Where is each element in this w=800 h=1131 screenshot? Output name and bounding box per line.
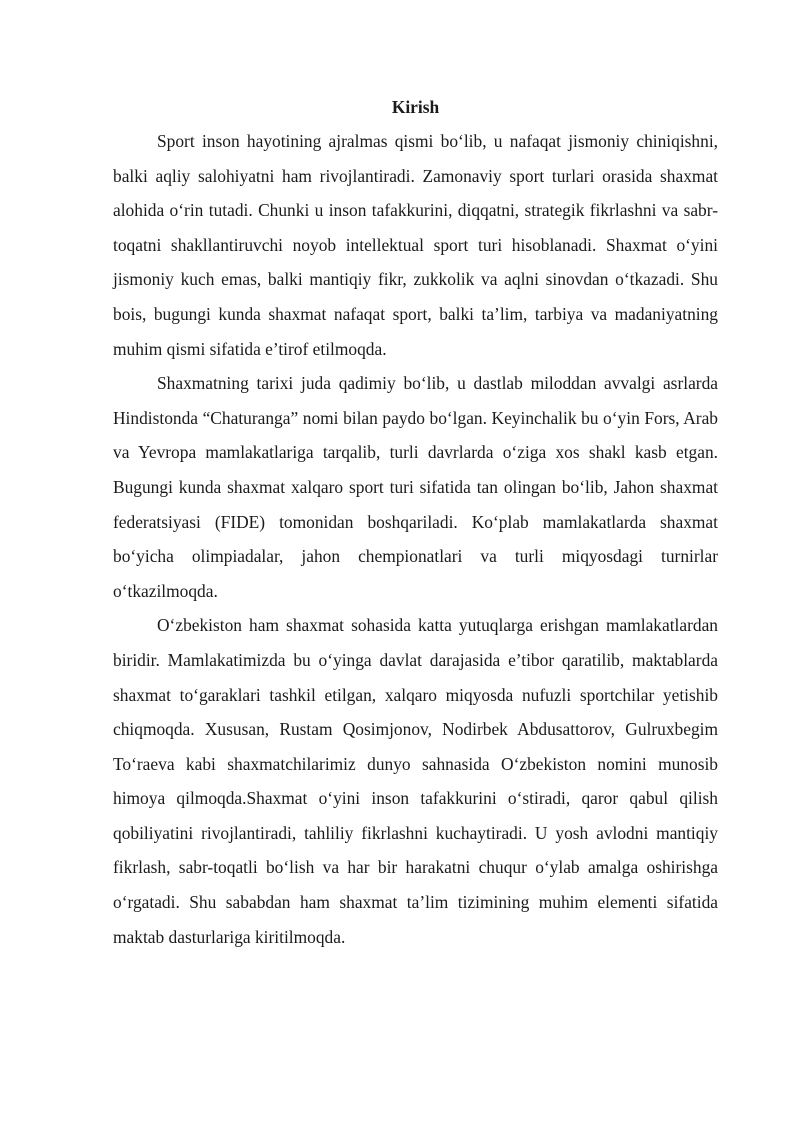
paragraph-uzbekistan: O‘zbekiston ham shaxmat sohasida katta yutuqlarga erishgan mamlakatlardan biridir. Mamlakatimizda bu o‘yinga davlat darajasida e’tibor qaratilib, maktablarda shaxmat to‘garaklari tashkil etilgan, xalqaro miqyosda nufuzli sportchilar yetishib chiqmoqda. Xususan, Rustam Qosimjonov, Nodirbek Abdusattorov, Gulruxbegim To‘raeva kabi shaxmatchilarimiz dunyo sahnasida O‘zbekiston nomini munosib himoya qilmoqda.Shaxmat o‘yini inson tafakkurini o‘stiradi, qaror qabul qilish qobiliyatini rivojlantiradi, tahliliy fikrlashni kuchaytiradi. U yosh avlodni mantiqiy fikrlash, sabr-toqatli bo‘lish va har bir harakatni chuqur o‘ylab amalga oshirishga o‘rgatadi. Shu sababdan ham shaxmat ta’lim tizimining muhim elementi sifatida maktab dasturlariga kiritilmoqda. bbox=[113, 615, 718, 947]
document-body bbox=[113, 92, 718, 954]
document-title: Kirish bbox=[391, 97, 440, 117]
paragraph-introduction: Sport inson hayotining ajralmas qismi bo‘lib, u nafaqat jismoniy chiniqishni, balki aqliy salohiyatni ham rivojlantiradi. Zamonaviy sport turlari orasida shaxmat alohida o‘rin tutadi. Chunki u inson tafakkurini, diqqatni, strategik fikrlashni va sabr-toqatni shakllantiruvchi noyob intellektual sport turi hisoblanadi. Shaxmat o‘yini jismoniy kuch emas, balki mantiqiy fikr, zukkolik va aqlni sinovdan o‘tkazadi. Shu bois, bugungi kunda shaxmat nafaqat sport, balki ta’lim, tarbiya va madaniyatning muhim qismi sifatida e’tirof etilmoqda. bbox=[113, 131, 718, 359]
paragraph-history: Shaxmatning tarixi juda qadimiy bo‘lib, u dastlab miloddan avvalgi asrlarda Hindistonda “Chaturanga” nomi bilan paydo bo‘lgan. Keyinchalik bu o‘yin Fors, Arab va Yevropa mamlakatlariga tarqalib, turli davrlarda o‘ziga xos shakl kasb etgan. Bugungi kunda shaxmat xalqaro sport turi sifatida tan olingan bo‘lib, Jahon shaxmat federatsiyasi (FIDE) tomonidan boshqariladi. Ko‘plab mamlakatlarda shaxmat bo‘yicha olimpiadalar, jahon chempionatlari va turli miqyosdagi turnirlar o‘tkazilmoqda. bbox=[113, 373, 718, 601]
